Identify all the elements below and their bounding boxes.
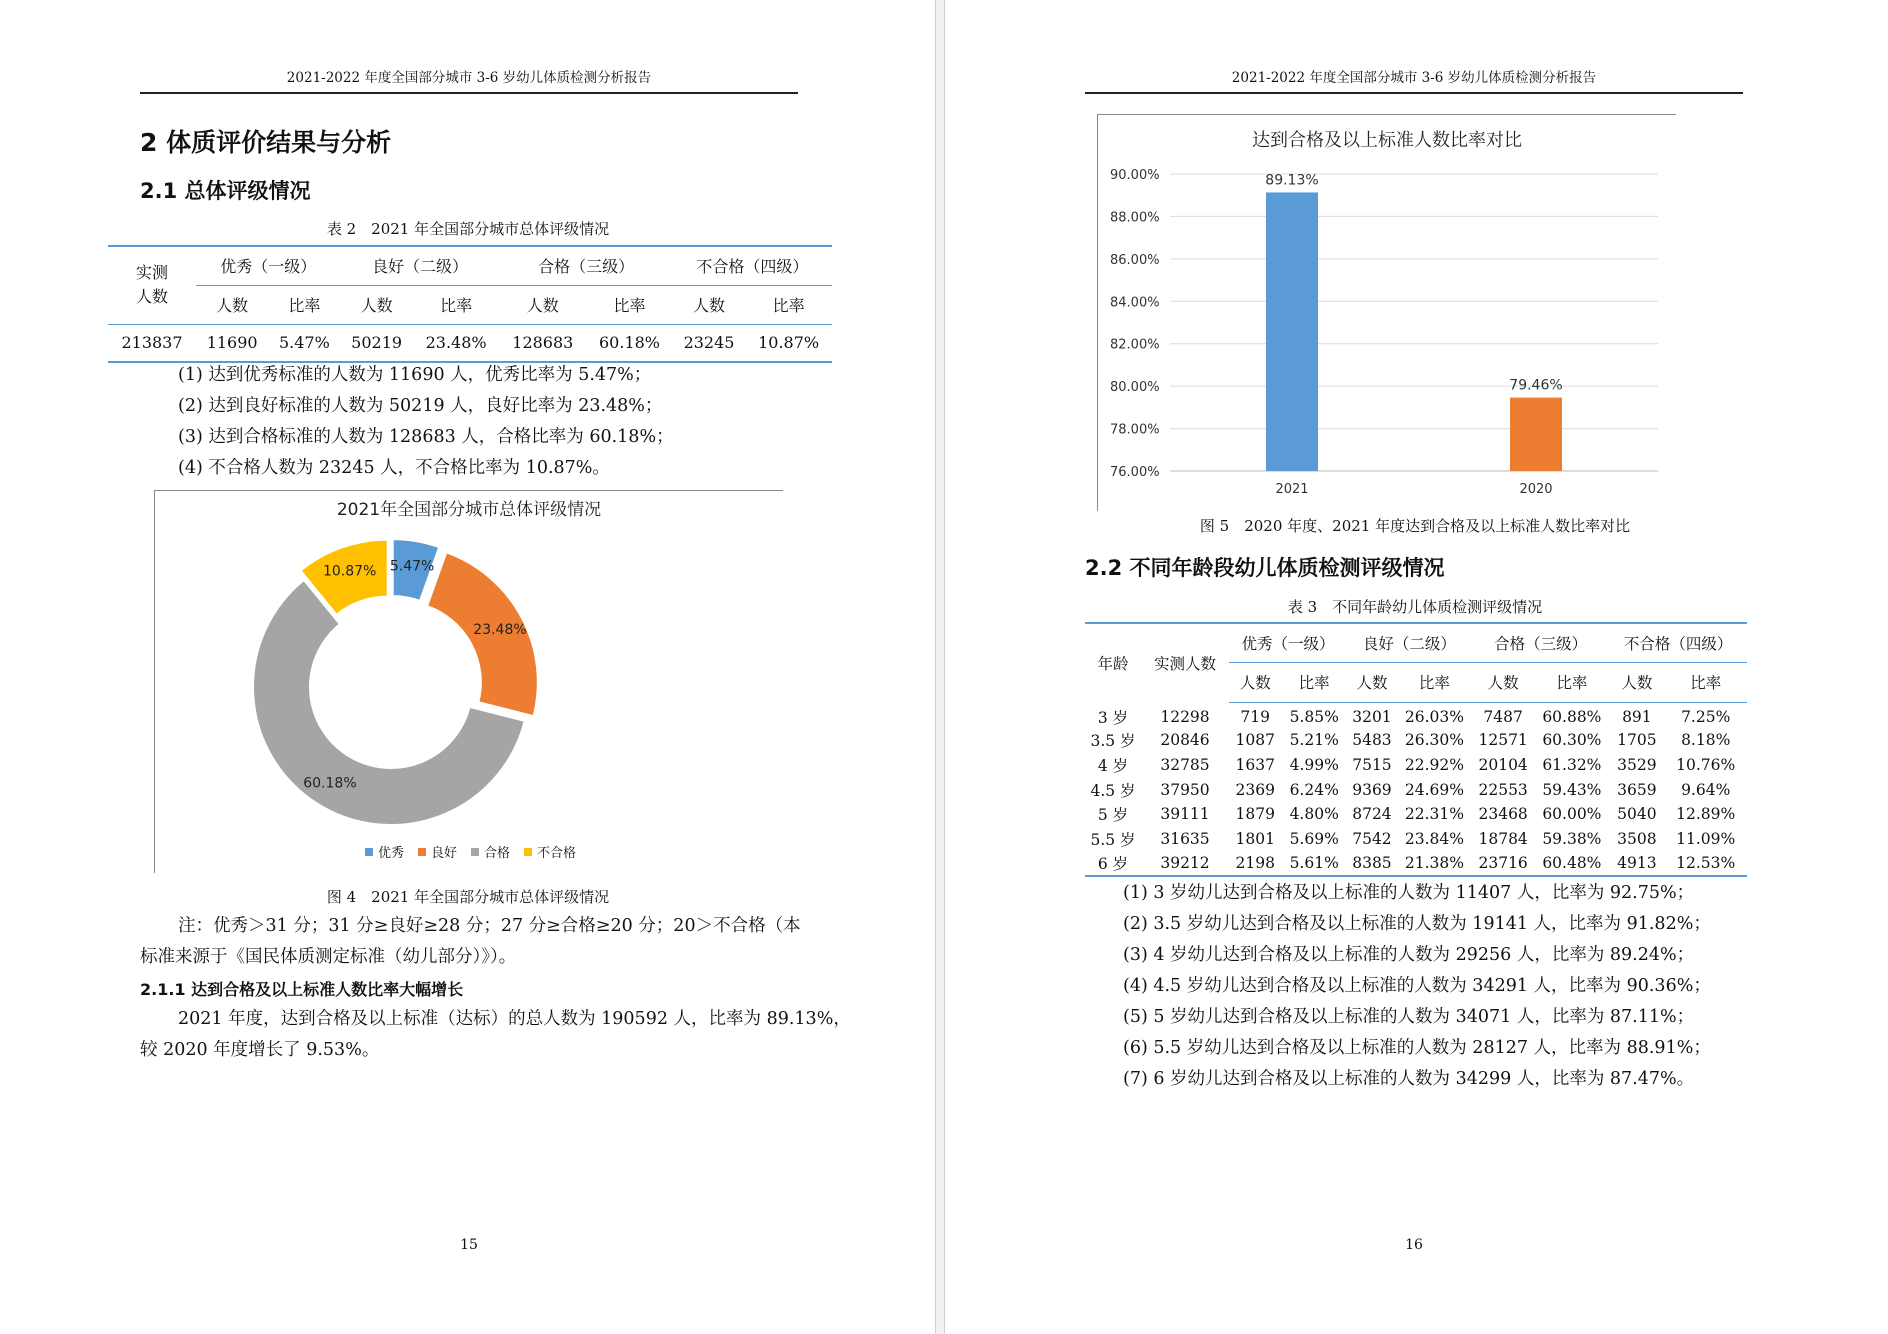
page-number: 16 xyxy=(1405,1237,1423,1253)
donut-chart xyxy=(155,491,783,873)
table-cell: 5483 xyxy=(1352,731,1392,750)
table-header-cell: 良好（二级） xyxy=(340,246,499,285)
table-header-cell: 优秀（一级） xyxy=(1229,623,1347,662)
table-cell: 4 岁 xyxy=(1097,757,1129,776)
table-subheader-cell: 人数 xyxy=(673,285,745,324)
table-header-cell: 合格（三级） xyxy=(499,246,672,285)
table-subheader-cell: 比率 xyxy=(268,285,340,324)
table-cell: 5.61% xyxy=(1281,851,1347,876)
table-cell: 20104 xyxy=(1478,756,1528,775)
legend-label: 不合格 xyxy=(537,846,577,861)
table-cell: 7487 xyxy=(1483,708,1523,727)
table-cell: 1087 xyxy=(1235,731,1275,750)
figure-caption: 图 4 2021 年全国部分城市总体评级情况 xyxy=(326,888,610,906)
table-header-cell: 年龄 xyxy=(1085,623,1141,702)
table-cell: 26.30% xyxy=(1404,731,1464,750)
table-row xyxy=(1085,753,1747,778)
table-cell: 23245 xyxy=(673,324,745,362)
page-16 xyxy=(945,0,1880,1334)
page-15 xyxy=(0,0,935,1334)
table-subheader-cell: 比率 xyxy=(1664,662,1747,702)
table-cell: 3529 xyxy=(1617,756,1657,775)
table-subheader-cell: 比率 xyxy=(586,285,673,324)
overall-rating-table xyxy=(108,245,832,363)
legend-label: 合格 xyxy=(484,846,511,861)
bar-chart xyxy=(1098,115,1676,511)
y-tick-label: 78.00% xyxy=(1110,422,1160,438)
table-cell: 23.48% xyxy=(413,324,500,362)
table-subheader-cell: 比率 xyxy=(1281,662,1347,702)
table-cell: 8.18% xyxy=(1681,731,1731,750)
bar-2020 xyxy=(1510,398,1562,471)
table-cell: 3 岁 xyxy=(1097,709,1129,727)
table-cell: 5.69% xyxy=(1289,830,1339,849)
table-cell: 5.47% xyxy=(268,324,340,362)
table-row xyxy=(1085,702,1747,728)
table-header-cell: 实测人数 xyxy=(1141,623,1229,702)
bar-2021 xyxy=(1266,192,1318,471)
y-tick-label: 86.00% xyxy=(1110,252,1160,268)
list-item: (1) 达到优秀标准的人数为 11690 人，优秀比率为 5.47%； xyxy=(178,365,652,385)
list-item: (1) 3 岁幼儿达到合格及以上标准的人数为 11407 人，比率为 92.75%； xyxy=(1123,883,1695,903)
list-item: (3) 达到合格标准的人数为 128683 人，合格比率为 60.18%； xyxy=(178,427,674,447)
list-item: (2) 3.5 岁幼儿达到合格及以上标准的人数为 19141 人，比率为 91.82%； xyxy=(1123,914,1711,934)
table-subheader-cell: 比率 xyxy=(1534,662,1609,702)
table-cell: 61.32% xyxy=(1542,756,1602,775)
table-cell: 22.92% xyxy=(1404,756,1464,775)
table-cell: 4913 xyxy=(1609,851,1664,876)
list-item: (5) 5 岁幼儿达到合格及以上标准的人数为 34071 人，比率为 87.11%； xyxy=(1123,1007,1695,1027)
table-cell: 5.85% xyxy=(1289,708,1339,727)
table-cell: 4.80% xyxy=(1289,805,1339,824)
y-tick-label: 82.00% xyxy=(1110,337,1160,353)
table-cell: 23.84% xyxy=(1404,830,1464,849)
legend-item xyxy=(418,842,457,861)
table-subheader-cell: 比率 xyxy=(1397,662,1472,702)
legend-swatch xyxy=(418,848,426,856)
table-cell: 12.89% xyxy=(1676,805,1736,824)
donut-chart-frame xyxy=(154,490,783,873)
table-cell: 1637 xyxy=(1235,756,1275,775)
table-cell: 8724 xyxy=(1352,805,1392,824)
chart-legend xyxy=(365,842,576,861)
header-rule xyxy=(1085,92,1743,94)
table-cell: 23716 xyxy=(1472,851,1535,876)
table-cell: 6.24% xyxy=(1289,780,1339,799)
slice-data-label: 23.48% xyxy=(473,621,527,638)
subsection-heading: 2.2 不同年龄段幼儿体质检测评级情况 xyxy=(1085,556,1445,580)
table-cell: 37950 xyxy=(1160,780,1210,799)
table-caption: 表 3 不同年龄幼儿体质检测评级情况 xyxy=(1287,598,1543,616)
table-header-cell: 不合格（四级） xyxy=(673,246,832,285)
note-line: 标准来源于《国民体质测定标准（幼儿部分）》）。 xyxy=(140,947,517,967)
page-gutter xyxy=(935,0,945,1334)
subsubsection-heading: 2.1.1 达到合格及以上标准人数比率大幅增长 xyxy=(140,980,464,999)
table-row xyxy=(1085,802,1747,827)
table-cell: 23468 xyxy=(1478,805,1528,824)
table-row xyxy=(1085,851,1747,876)
table-row xyxy=(1085,728,1747,753)
slice-data-label: 60.18% xyxy=(303,775,357,792)
list-item: (7) 6 岁幼儿达到合格及以上标准的人数为 34299 人，比率为 87.47%。 xyxy=(1123,1069,1695,1089)
legend-swatch xyxy=(524,848,532,856)
table-row xyxy=(1085,827,1747,852)
table-cell: 1801 xyxy=(1235,830,1275,849)
table-cell: 128683 xyxy=(499,324,586,362)
bar-data-label: 89.13% xyxy=(1265,172,1319,189)
table-caption: 表 2 2021 年全国部分城市总体评级情况 xyxy=(326,220,610,238)
section-heading: 2 体质评价结果与分析 xyxy=(140,128,392,157)
table-subheader-cell: 人数 xyxy=(499,285,586,324)
list-item: (4) 不合格人数为 23245 人，不合格比率为 10.87%。 xyxy=(178,458,610,478)
table-subheader-cell: 人数 xyxy=(196,285,268,324)
result-list xyxy=(178,360,674,484)
table-cell: 10.76% xyxy=(1676,756,1736,775)
table-subheader-cell: 人数 xyxy=(1229,662,1281,702)
table-cell: 2198 xyxy=(1229,851,1281,876)
list-item: (3) 4 岁幼儿达到合格及以上标准的人数为 29256 人，比率为 89.24%； xyxy=(1123,945,1695,965)
table-header-cell: 合格（三级） xyxy=(1472,623,1609,662)
body-line: 2021 年度，达到合格及以上标准（达标）的总人数为 190592 人，比率为 89.13%， xyxy=(178,1009,851,1029)
table-cell: 39212 xyxy=(1141,851,1229,876)
table-cell: 5 岁 xyxy=(1097,806,1129,825)
table-row xyxy=(1085,777,1747,802)
table-cell: 10.87% xyxy=(745,324,832,362)
table-cell: 3508 xyxy=(1617,830,1657,849)
table-cell: 20846 xyxy=(1160,731,1210,750)
table-cell: 12298 xyxy=(1160,708,1210,726)
chart-title: 达到合格及以上标准人数比率对比 xyxy=(1252,130,1522,151)
table-cell: 6 岁 xyxy=(1085,851,1141,876)
table-subheader-cell: 比率 xyxy=(413,285,500,324)
subsection-heading: 2.1 总体评级情况 xyxy=(140,179,311,203)
table-subheader-cell: 人数 xyxy=(1609,662,1664,702)
legend-item xyxy=(471,842,510,861)
chart-title: 2021年全国部分城市总体评级情况 xyxy=(336,500,602,520)
table-cell: 60.30% xyxy=(1542,731,1602,750)
body-line: 较 2020 年度增长了 9.53%。 xyxy=(140,1040,380,1060)
table-cell: 1879 xyxy=(1235,805,1275,824)
running-header: 2021-2022 年度全国部分城市 3-6 岁幼儿体质检测分析报告 xyxy=(1231,70,1597,86)
list-item: (2) 达到良好标准的人数为 50219 人，良好比率为 23.48%； xyxy=(178,396,663,416)
x-tick-label: 2020 xyxy=(1519,482,1553,497)
table-cell: 18784 xyxy=(1478,830,1528,849)
y-tick-label: 88.00% xyxy=(1110,210,1160,226)
table-cell: 2369 xyxy=(1235,780,1275,799)
table-cell: 3659 xyxy=(1617,780,1657,799)
table-cell: 50219 xyxy=(340,324,412,362)
page-number: 15 xyxy=(460,1237,478,1253)
slice-data-label: 10.87% xyxy=(322,563,377,580)
legend-swatch xyxy=(365,848,373,856)
table-cell: 3201 xyxy=(1352,708,1392,727)
x-tick-label: 2021 xyxy=(1275,482,1309,497)
table-cell: 60.48% xyxy=(1534,851,1609,876)
table-cell: 39111 xyxy=(1160,805,1210,824)
legend-swatch xyxy=(471,848,479,856)
age-rating-table xyxy=(1085,622,1747,877)
table-cell: 12571 xyxy=(1478,731,1528,750)
table-cell: 11690 xyxy=(196,324,268,362)
age-result-list xyxy=(1123,878,1711,1095)
header-total-label: 实测人数 xyxy=(135,263,168,307)
table-cell: 5040 xyxy=(1617,805,1657,824)
table-subheader-cell: 比率 xyxy=(745,285,832,324)
legend-label: 优秀 xyxy=(378,846,405,861)
table-cell: 26.03% xyxy=(1404,708,1464,727)
table-cell: 9369 xyxy=(1352,780,1392,799)
table-header-cell xyxy=(108,246,196,324)
legend-label: 良好 xyxy=(431,846,458,861)
table-cell: 22.31% xyxy=(1404,805,1464,824)
table-cell: 24.69% xyxy=(1404,780,1464,799)
y-tick-label: 80.00% xyxy=(1110,380,1160,396)
table-header-cell: 优秀（一级） xyxy=(196,246,340,285)
table-cell: 60.88% xyxy=(1542,708,1602,727)
table-cell: 7.25% xyxy=(1681,708,1731,727)
table-row xyxy=(108,324,832,362)
table-cell: 9.64% xyxy=(1681,780,1731,799)
legend-item xyxy=(524,842,576,861)
figure-caption: 图 5 2020 年度、2021 年度达到合格及以上标准人数比率对比 xyxy=(1199,517,1631,535)
y-tick-label: 90.00% xyxy=(1110,168,1160,183)
y-tick-label: 84.00% xyxy=(1110,295,1160,311)
table-cell: 8385 xyxy=(1347,851,1397,876)
table-cell: 5.5 岁 xyxy=(1090,831,1136,850)
table-cell: 59.43% xyxy=(1542,780,1602,799)
table-cell: 59.38% xyxy=(1542,830,1602,849)
table-subheader-cell: 人数 xyxy=(340,285,412,324)
running-header: 2021-2022 年度全国部分城市 3-6 岁幼儿体质检测分析报告 xyxy=(286,70,652,86)
table-cell: 22553 xyxy=(1478,780,1528,799)
table-header-cell: 良好（二级） xyxy=(1347,623,1472,662)
bar-data-label: 79.46% xyxy=(1509,377,1563,394)
table-cell: 31635 xyxy=(1160,830,1210,849)
slice-data-label: 5.47% xyxy=(389,558,435,575)
table-cell: 60.00% xyxy=(1542,805,1602,824)
table-cell: 12.53% xyxy=(1664,851,1747,876)
table-cell: 60.18% xyxy=(586,324,673,362)
table-cell: 719 xyxy=(1240,708,1271,727)
table-subheader-cell: 人数 xyxy=(1472,662,1535,702)
table-cell: 213837 xyxy=(108,324,196,362)
bar-chart-frame xyxy=(1097,114,1676,511)
note-line: 注：优秀＞31 分；31 分≥良好≥28 分；27 分≥合格≥20 分；20＞不合格（本 xyxy=(178,916,801,936)
table-cell: 7515 xyxy=(1352,756,1392,775)
table-cell: 1705 xyxy=(1617,731,1657,750)
table-cell: 3.5 岁 xyxy=(1090,732,1136,751)
table-header-cell: 不合格（四级） xyxy=(1609,623,1747,662)
table-cell: 4.5 岁 xyxy=(1090,781,1136,800)
table-cell: 4.99% xyxy=(1289,756,1339,775)
legend-item xyxy=(365,842,404,861)
header-rule xyxy=(140,92,798,94)
y-tick-label: 76.00% xyxy=(1110,465,1160,480)
table-cell: 7542 xyxy=(1352,830,1392,849)
list-item: (6) 5.5 岁幼儿达到合格及以上标准的人数为 28127 人，比率为 88.91%； xyxy=(1123,1038,1711,1058)
table-subheader-cell: 人数 xyxy=(1347,662,1397,702)
table-cell: 5.21% xyxy=(1289,731,1339,750)
list-item: (4) 4.5 岁幼儿达到合格及以上标准的人数为 34291 人，比率为 90.36%； xyxy=(1123,976,1711,996)
table-cell: 32785 xyxy=(1160,756,1210,775)
table-cell: 11.09% xyxy=(1676,830,1736,849)
table-cell: 891 xyxy=(1622,708,1652,727)
table-cell: 21.38% xyxy=(1397,851,1472,876)
